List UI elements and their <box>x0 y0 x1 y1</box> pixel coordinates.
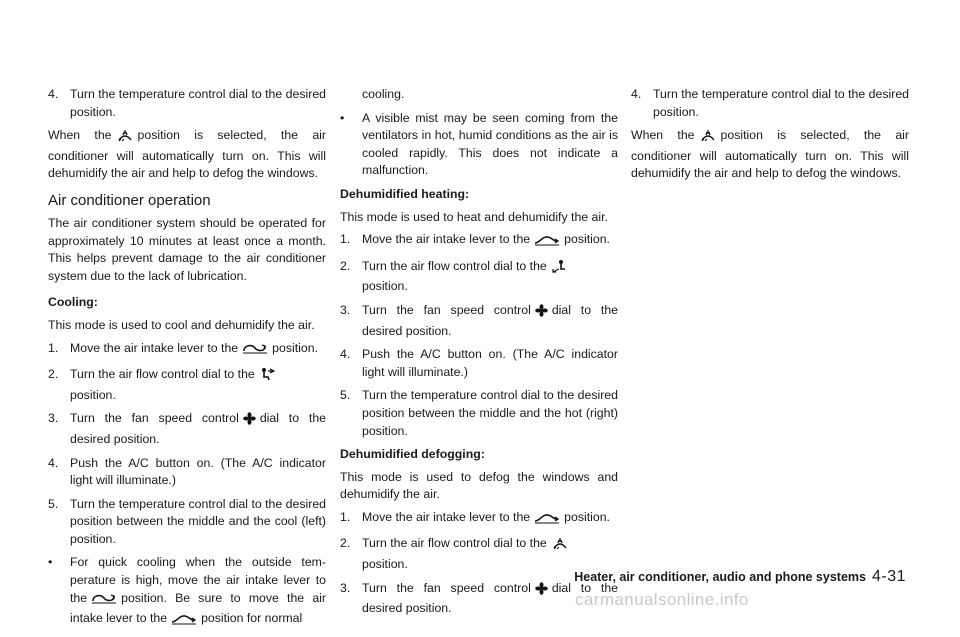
defogging-intro: This mode is used to defog the windows and dehumidify the air. <box>340 469 618 502</box>
defogging-heading: Dehumidified defogging: <box>340 447 485 462</box>
cooling-step-2: 2. Turn the air flow control dial to the position. <box>48 366 326 404</box>
cooling-step-5: 5. Turn the temperature control dial to the desired position between the middle and the cool (left) position. <box>48 496 326 546</box>
middle-column <box>340 86 618 624</box>
step-4-temperature: 4. Turn the temperature control dial to the desired position. <box>48 87 326 119</box>
fresh-air-icon <box>534 234 560 252</box>
heating-step-2: 2. Turn the air flow control dial to the position. <box>340 258 618 296</box>
recirculate-icon <box>91 593 117 611</box>
heating-heading: Dehumidified heating: <box>340 186 470 201</box>
heating-step-3: 3. Turn the fan speed control dial to the desired position. <box>340 302 618 338</box>
fresh-air-icon <box>171 613 197 631</box>
vent-mode-icon <box>259 367 275 387</box>
fresh-air-icon <box>534 512 560 530</box>
defogging-step-4: 4. Turn the temperature control dial to the desired position. <box>631 87 909 119</box>
defogging-step-1: 1. Move the air intake lever to the position. <box>340 509 618 530</box>
watermark: carmanualsonline.info <box>575 590 749 609</box>
intro-paragraph: The air conditioner system should be operated for approximately 10 minutes at least once a month. This helps prevent damage to the air conditioner system due to the lack of lubrication. <box>48 215 326 283</box>
fan-icon <box>535 304 548 323</box>
heating-intro: This mode is used to heat and dehumidify the air. <box>340 209 608 224</box>
cooling-step-3: 3. Turn the fan speed control dial to the desired position. <box>48 411 326 446</box>
defrost-mode-icon <box>551 537 569 556</box>
defrost-note-paragraph: When the position is selected, the air conditioner will automatically turn on. This will dehumidify the air and help to defog the windows. <box>631 128 909 181</box>
foot-mode-icon <box>551 259 567 279</box>
defrost-mode-icon <box>116 129 134 148</box>
defogging-step-2: 2. Turn the air flow control dial to the position. <box>340 535 618 573</box>
cooling-step-4: 4. Push the A/C button on. (The A/C indicator light will illuminate.) <box>48 455 326 488</box>
defrost-mode-icon <box>699 129 717 148</box>
cooling-step-1: 1. Move the air intake lever to the position. <box>48 340 326 361</box>
recirculate-icon <box>242 343 268 361</box>
defrost-paragraph: When the position is selected, the air conditioner will automatically turn on. This will dehumidify the air and help to defog the windows. <box>48 128 326 181</box>
cooling-intro: This mode is used to cool and dehumidify the air. <box>48 317 315 332</box>
page-footer <box>530 568 906 586</box>
heating-step-1: 1. Move the air intake lever to the position. <box>340 231 618 252</box>
cooling-heading: Cooling: <box>48 295 98 310</box>
page-number: 4-31 <box>871 568 906 585</box>
right-column <box>631 86 909 192</box>
heating-step-4: 4. Push the A/C button on. (The A/C indicator light will illuminate.) <box>340 347 618 379</box>
section-heading: Air conditioner operation <box>48 191 211 209</box>
section-title: Heater, air conditioner, audio and phone systems <box>574 570 866 584</box>
mist-bullet: • A visible mist may be seen coming from the ventilators in hot, humid conditions as the air is cooled rapidly. This does not indicate a malfunction. <box>340 110 618 178</box>
left-column <box>48 86 326 637</box>
heating-step-5: 5. Turn the temperature control dial to the desired position between the middle and the hot (right) position. <box>340 388 618 438</box>
defogging-step-3: 3. Turn the fan speed control dial to the desired position. <box>340 580 618 616</box>
fan-icon <box>243 412 256 431</box>
quick-cooling-bullet: • For quick cooling when the outside tem-perature is high, move the air intake lever to the position. Be sure to move the air intake lever to the position for normal <box>48 554 326 630</box>
bullet-continuation: cooling. <box>362 87 405 101</box>
